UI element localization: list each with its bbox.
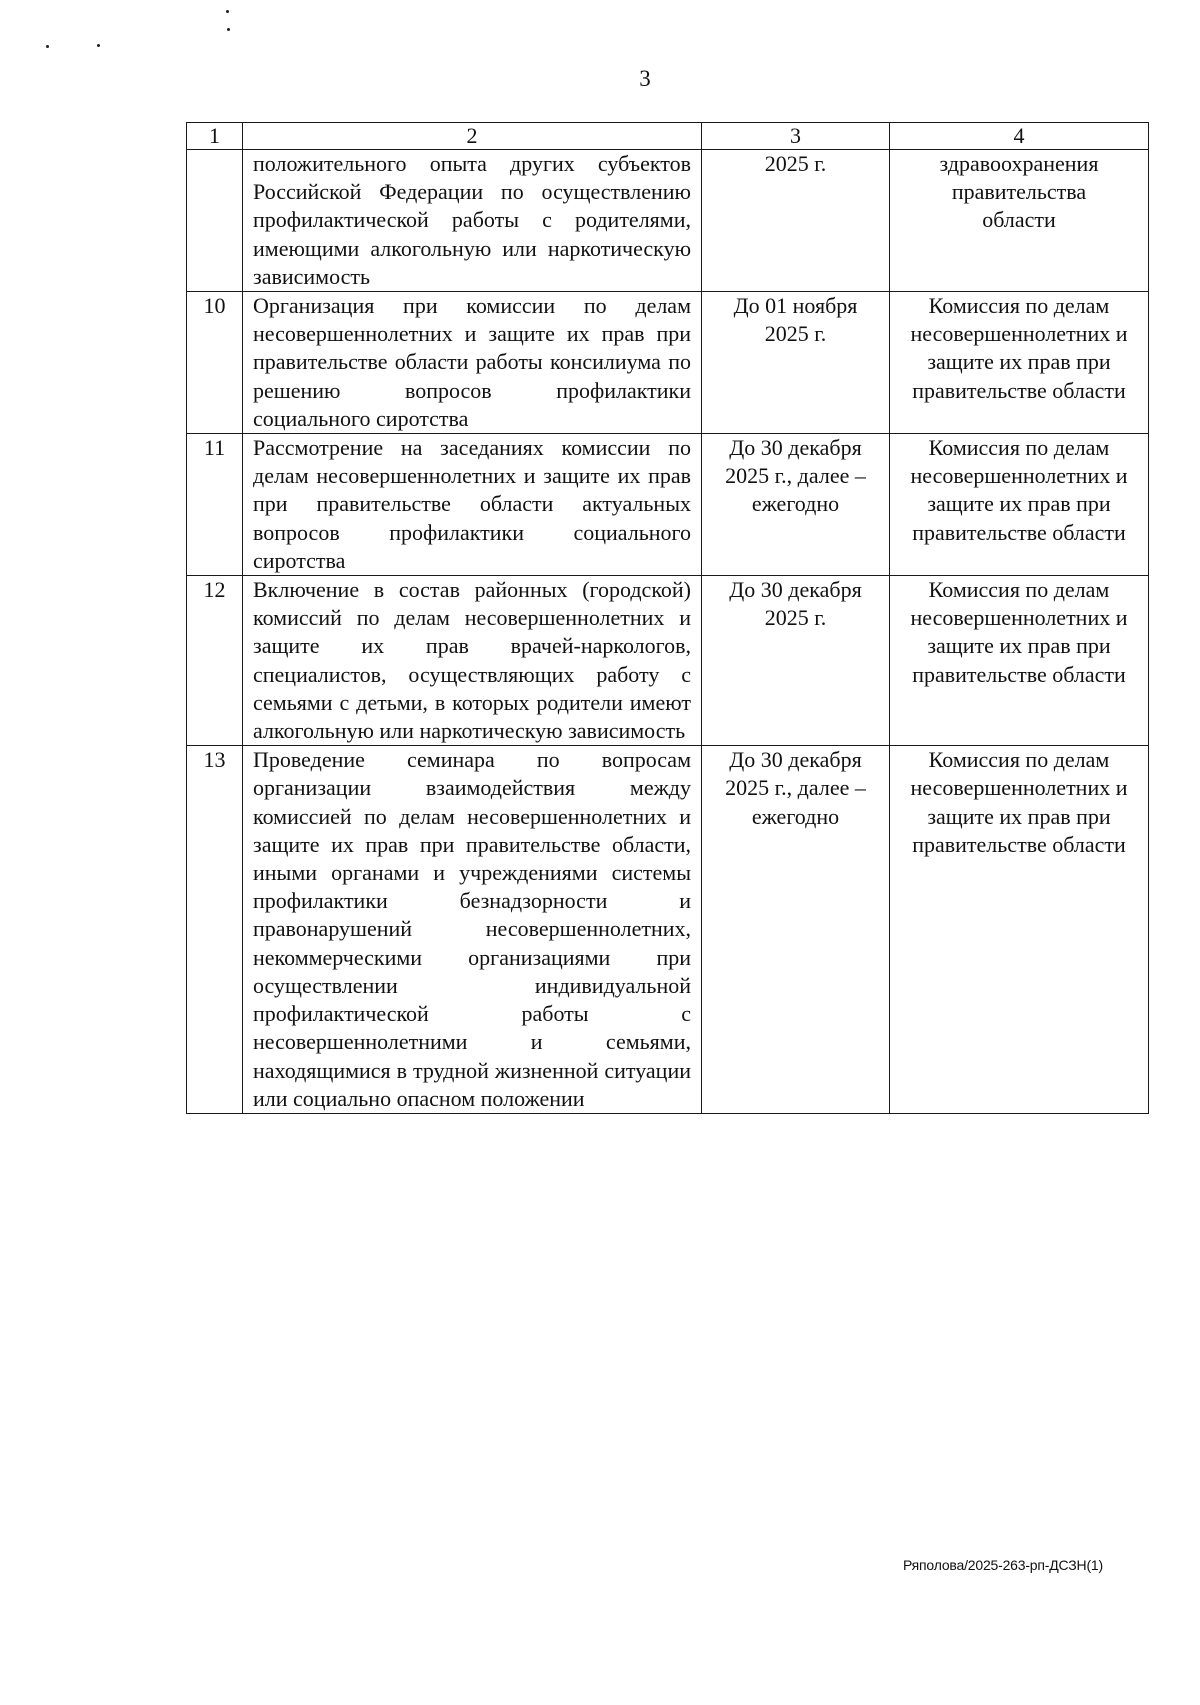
document-code: Ряполова/2025-263-рп-ДСЗН(1) — [903, 1557, 1103, 1573]
page-number: 3 — [639, 66, 651, 91]
row-deadline: До 30 декабря 2025 г., далее – ежегодно — [702, 746, 890, 1114]
table-row — [187, 292, 1149, 434]
row-number — [187, 150, 243, 292]
deadline-text: До 30 декабря 2025 г. — [729, 577, 862, 631]
table-row — [187, 576, 1149, 746]
row-responsible: Комиссия по делам несовершеннолетних и защите их прав при правительстве области — [890, 746, 1149, 1114]
header-cell: 3 — [702, 123, 890, 150]
row-deadline: 2025 г. — [702, 150, 890, 292]
header-cell: 1 — [187, 123, 243, 150]
row-description: Включение в состав районных (городской) комиссий по делам несовершеннолетних и защите их прав врачей-наркологов, специалистов, осуществляющих работу с семьями с детьми, в которых родители имеют алкогольную или наркотическую зависимость — [243, 576, 702, 746]
scan-artifact — [227, 28, 230, 31]
table-row — [187, 746, 1149, 1114]
row-responsible: Комиссия по делам несовершеннолетних и защите их прав при правительстве области — [890, 292, 1149, 434]
row-deadline: До 30 декабря 2025 г., далее – ежегодно — [702, 434, 890, 576]
table-row — [187, 150, 1149, 292]
measures-table — [186, 122, 1149, 1114]
row-number: 13 — [187, 746, 243, 1114]
row-deadline — [702, 576, 890, 746]
row-description: положительного опыта других субъектов Российской Федерации по осуществлению профилактической работы с родителями, имеющими алкогольную или наркотическую зависимость — [243, 150, 702, 292]
scan-artifact — [226, 10, 229, 13]
table-row — [187, 434, 1149, 576]
row-number: 11 — [187, 434, 243, 576]
row-number: 12 — [187, 576, 243, 746]
row-description: Проведение семинара по вопросам организации взаимодействия между комиссией по делам несовершеннолетних и защите их прав при правительстве области, иными органами и учреждениями системы профилактики безнадзорности и правонарушений несовершеннолетних, некоммерческими организациями при осуществлении индивидуальной профилактической работы с несовершеннолетними и семьями, находящимися в трудной жизненной ситуации или социально опасном положении — [243, 746, 702, 1114]
row-description: Организация при комиссии по делам несовершеннолетних и защите их прав при правительстве области работы консилиума по решению вопросов профилактики социального сиротства — [243, 292, 702, 434]
table-header-row — [187, 123, 1149, 150]
scan-artifact — [46, 45, 49, 48]
row-responsible: Комиссия по делам несовершеннолетних и защите их прав при правительстве области — [890, 576, 1149, 746]
row-responsible — [890, 150, 1149, 292]
row-deadline — [702, 292, 890, 434]
deadline-text: До 01 ноября 2025 г. — [733, 293, 858, 347]
row-responsible: Комиссия по делам несовершеннолетних и защите их прав при правительстве области — [890, 434, 1149, 576]
header-cell: 2 — [243, 123, 702, 150]
scan-artifact — [97, 44, 100, 47]
row-description: Рассмотрение на заседаниях комиссии по делам несовершеннолетних и защите их прав при правительстве области актуальных вопросов профилактики социального сиротства — [243, 434, 702, 576]
header-cell: 4 — [890, 123, 1149, 150]
responsible-text: здравоохранения правительства области — [939, 151, 1099, 233]
row-number: 10 — [187, 292, 243, 434]
